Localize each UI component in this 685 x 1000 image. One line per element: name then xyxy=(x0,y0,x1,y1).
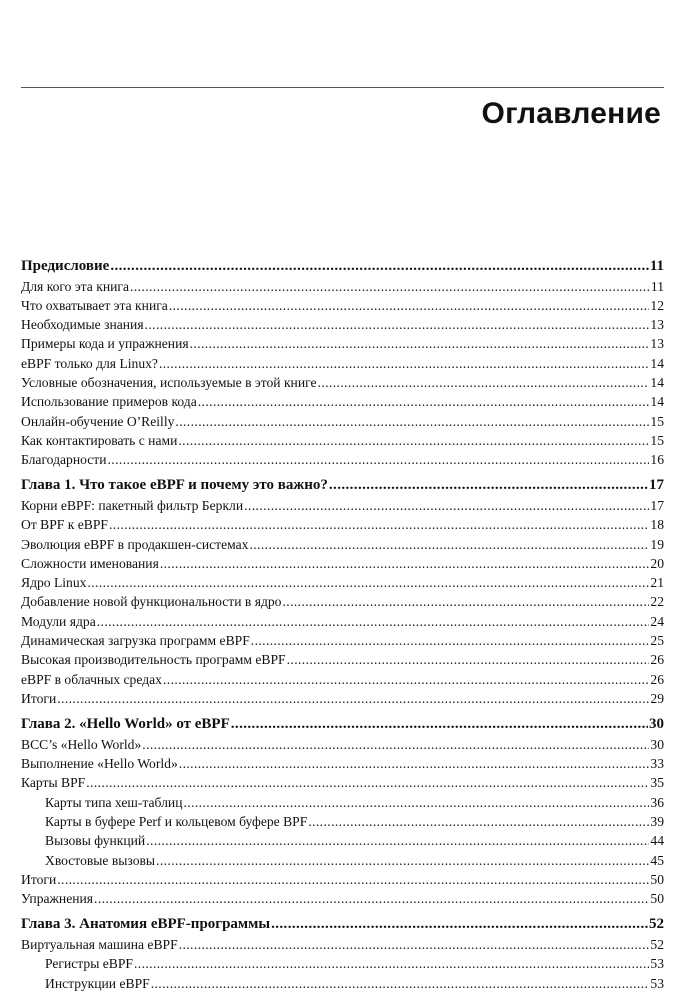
toc-entry-label: eBPF только для Linux? xyxy=(21,355,158,371)
dot-leader xyxy=(108,450,650,469)
toc-entry-label: Условные обозначения, используемые в этой книге xyxy=(21,374,317,390)
toc-entry-label: Карты BPF xyxy=(21,775,86,791)
toc-chapter-heading[interactable] xyxy=(21,475,664,496)
toc-entry-page: 12 xyxy=(650,297,664,313)
toc-entry[interactable] xyxy=(21,935,664,954)
dot-leader xyxy=(142,735,649,754)
toc-entry-label: Эволюция eBPF в продакшен-системах xyxy=(21,536,249,552)
toc-entry-page: 36 xyxy=(650,794,664,810)
toc-entry-label: Регистры eBPF xyxy=(45,956,133,972)
toc-chapter-heading[interactable] xyxy=(21,914,664,935)
toc-entry[interactable] xyxy=(21,735,664,754)
dot-leader xyxy=(110,256,649,277)
toc-entry-label: Карты в буфере Perf и кольцевом буфере BPF xyxy=(45,813,308,829)
toc-entry-label: Что охватывает эта книга xyxy=(21,297,168,313)
toc-entry-label: BCC’s «Hello World» xyxy=(21,736,142,752)
dot-leader xyxy=(146,831,649,850)
toc-entry-label: Глава 1. Что такое eBPF и почему это важно? xyxy=(21,477,328,494)
toc-entry-label: Высокая производительность программ eBPF xyxy=(21,652,286,668)
toc-entry-page: 11 xyxy=(649,258,664,274)
toc-entry-page: 21 xyxy=(650,575,664,591)
toc-entry-label: Итоги xyxy=(21,871,57,887)
dot-leader xyxy=(94,889,649,908)
toc-entry-page: 15 xyxy=(650,432,664,448)
toc-entry-page: 24 xyxy=(650,613,664,629)
dot-leader xyxy=(178,431,649,450)
toc-subentry[interactable] xyxy=(21,851,664,870)
toc-entry-label: Сложности именования xyxy=(21,555,159,571)
toc-entry-page: 13 xyxy=(650,317,664,333)
toc-entry-page: 39 xyxy=(650,813,664,829)
toc-entry[interactable] xyxy=(21,515,664,534)
toc-entry-page: 19 xyxy=(650,536,664,552)
toc-entry[interactable] xyxy=(21,889,664,908)
toc-entry-page: 44 xyxy=(650,833,664,849)
dot-leader xyxy=(329,475,648,496)
toc-entry-page: 53 xyxy=(650,975,664,991)
toc-entry-page: 17 xyxy=(649,477,664,494)
toc-entry[interactable] xyxy=(21,754,664,773)
toc-entry-label: Благодарности xyxy=(21,452,107,468)
toc-entry[interactable] xyxy=(21,554,664,573)
toc-entry-page: 53 xyxy=(650,956,664,972)
toc-entry-label: Карты типа хеш-таблиц xyxy=(45,794,183,810)
dot-leader xyxy=(198,392,650,411)
dot-leader xyxy=(87,573,649,592)
toc-entry[interactable] xyxy=(21,296,664,315)
dot-leader xyxy=(169,296,650,315)
toc-entry[interactable] xyxy=(21,315,664,334)
toc-entry-page: 52 xyxy=(649,916,664,933)
dot-leader xyxy=(156,851,649,870)
toc-subentry[interactable] xyxy=(21,812,664,831)
toc-entry[interactable] xyxy=(21,392,664,411)
dot-leader xyxy=(251,631,650,650)
dot-leader xyxy=(151,974,650,993)
toc-entry-label: Выполнение «Hello World» xyxy=(21,756,178,772)
toc-entry-label: Упражнения xyxy=(21,891,94,907)
dot-leader xyxy=(175,412,649,431)
toc-subentry[interactable] xyxy=(21,974,664,993)
toc-entry[interactable] xyxy=(21,412,664,431)
toc-entry[interactable] xyxy=(21,354,664,373)
toc-entry-page: 11 xyxy=(650,278,664,294)
toc-subentry[interactable] xyxy=(21,954,664,973)
toc-entry-page: 33 xyxy=(650,756,664,772)
toc-entry[interactable] xyxy=(21,670,664,689)
toc-entry-label: Хвостовые вызовы xyxy=(45,852,156,868)
dot-leader xyxy=(179,754,650,773)
page-title: Оглавление xyxy=(481,97,661,130)
toc-subentry[interactable] xyxy=(21,831,664,850)
dot-leader xyxy=(159,354,649,373)
toc-entry-label: Примеры кода и упражнения xyxy=(21,336,189,352)
toc-section xyxy=(21,475,664,708)
toc-entry-page: 26 xyxy=(650,671,664,687)
dot-leader xyxy=(160,554,650,573)
dot-leader xyxy=(308,812,649,831)
toc-entry-label: Итоги xyxy=(21,690,57,706)
dot-leader xyxy=(109,515,649,534)
toc-entry[interactable] xyxy=(21,631,664,650)
toc-chapter-heading[interactable] xyxy=(21,256,664,277)
toc-entry[interactable] xyxy=(21,450,664,469)
toc-entry-label: Онлайн-обучение O’Reilly xyxy=(21,413,175,429)
toc-entry-label: Вызовы функций xyxy=(45,833,146,849)
toc-entry-page: 35 xyxy=(650,775,664,791)
toc-entry-page: 26 xyxy=(650,652,664,668)
toc-entry[interactable] xyxy=(21,650,664,669)
toc-entry-page: 14 xyxy=(650,355,664,371)
toc-entry-label: Необходимые знания xyxy=(21,317,144,333)
toc-entry-page: 22 xyxy=(650,594,664,610)
toc-entry-label: Глава 3. Анатомия eBPF-программы xyxy=(21,916,271,933)
toc-entry-page: 30 xyxy=(650,736,664,752)
toc-entry-label: Как контактировать с нами xyxy=(21,432,178,448)
toc-entry-page: 16 xyxy=(650,452,664,468)
toc-entry-label: Корни eBPF: пакетный фильтр Беркли xyxy=(21,497,244,513)
toc-entry-page: 52 xyxy=(650,936,664,952)
toc-entry[interactable] xyxy=(21,277,664,296)
toc-entry[interactable] xyxy=(21,431,664,450)
dot-leader xyxy=(97,612,650,631)
toc-section xyxy=(21,914,664,992)
dot-leader xyxy=(183,793,649,812)
toc-entry[interactable] xyxy=(21,334,664,353)
dot-leader xyxy=(318,373,650,392)
toc-section xyxy=(21,256,664,469)
toc-entry-page: 17 xyxy=(650,497,664,513)
toc-entry-label: eBPF в облачных средах xyxy=(21,671,162,687)
toc-entry-page: 14 xyxy=(650,394,664,410)
toc-entry-label: Ядро Linux xyxy=(21,575,87,591)
dot-leader xyxy=(86,773,649,792)
dot-leader xyxy=(271,914,648,935)
toc-entry-page: 20 xyxy=(650,555,664,571)
toc-entry-page: 18 xyxy=(650,517,664,533)
toc-entry[interactable] xyxy=(21,870,664,889)
dot-leader xyxy=(190,334,650,353)
toc-section xyxy=(21,714,664,908)
toc-entry-label: Виртуальная машина eBPF xyxy=(21,936,178,952)
toc-entry[interactable] xyxy=(21,573,664,592)
toc-entry-label: Использование примеров кода xyxy=(21,394,197,410)
toc-entry[interactable] xyxy=(21,535,664,554)
toc-entry-page: 15 xyxy=(650,413,664,429)
toc-entry-label: Динамическая загрузка программ eBPF xyxy=(21,633,250,649)
header-rule xyxy=(21,87,664,88)
toc-entry[interactable] xyxy=(21,373,664,392)
toc-entry-label: Глава 2. «Hello World» от eBPF xyxy=(21,716,230,733)
toc-entry[interactable] xyxy=(21,689,664,708)
toc-entry-page: 45 xyxy=(650,852,664,868)
toc-entry-label: Добавление новой функциональности в ядро xyxy=(21,594,282,610)
dot-leader xyxy=(57,870,649,889)
dot-leader xyxy=(179,935,650,954)
dot-leader xyxy=(282,592,649,611)
dot-leader xyxy=(287,650,650,669)
toc-entry-page: 29 xyxy=(650,690,664,706)
toc-entry-page: 30 xyxy=(649,716,664,733)
toc-subentry[interactable] xyxy=(21,793,664,812)
dot-leader xyxy=(145,315,650,334)
toc-entry-page: 13 xyxy=(650,336,664,352)
toc-entry-page: 50 xyxy=(650,871,664,887)
toc-chapter-heading[interactable] xyxy=(21,714,664,735)
toc-entry-label: Для кого эта книга xyxy=(21,278,129,294)
dot-leader xyxy=(130,277,650,296)
dot-leader xyxy=(163,670,649,689)
toc-entry[interactable] xyxy=(21,496,664,515)
table-of-contents xyxy=(21,256,664,999)
toc-entry-label: Инструкции eBPF xyxy=(45,975,150,991)
toc-entry[interactable] xyxy=(21,773,664,792)
dot-leader xyxy=(57,689,649,708)
toc-entry[interactable] xyxy=(21,612,664,631)
toc-entry[interactable] xyxy=(21,592,664,611)
dot-leader xyxy=(231,714,648,735)
toc-entry-page: 50 xyxy=(650,891,664,907)
dot-leader xyxy=(249,535,649,554)
toc-entry-label: Модули ядра xyxy=(21,613,96,629)
toc-entry-label: Предисловие xyxy=(21,258,110,274)
dot-leader xyxy=(244,496,649,515)
toc-entry-page: 14 xyxy=(650,374,664,390)
dot-leader xyxy=(134,954,649,973)
toc-entry-label: От BPF к eBPF xyxy=(21,517,108,533)
toc-entry-page: 25 xyxy=(650,633,664,649)
